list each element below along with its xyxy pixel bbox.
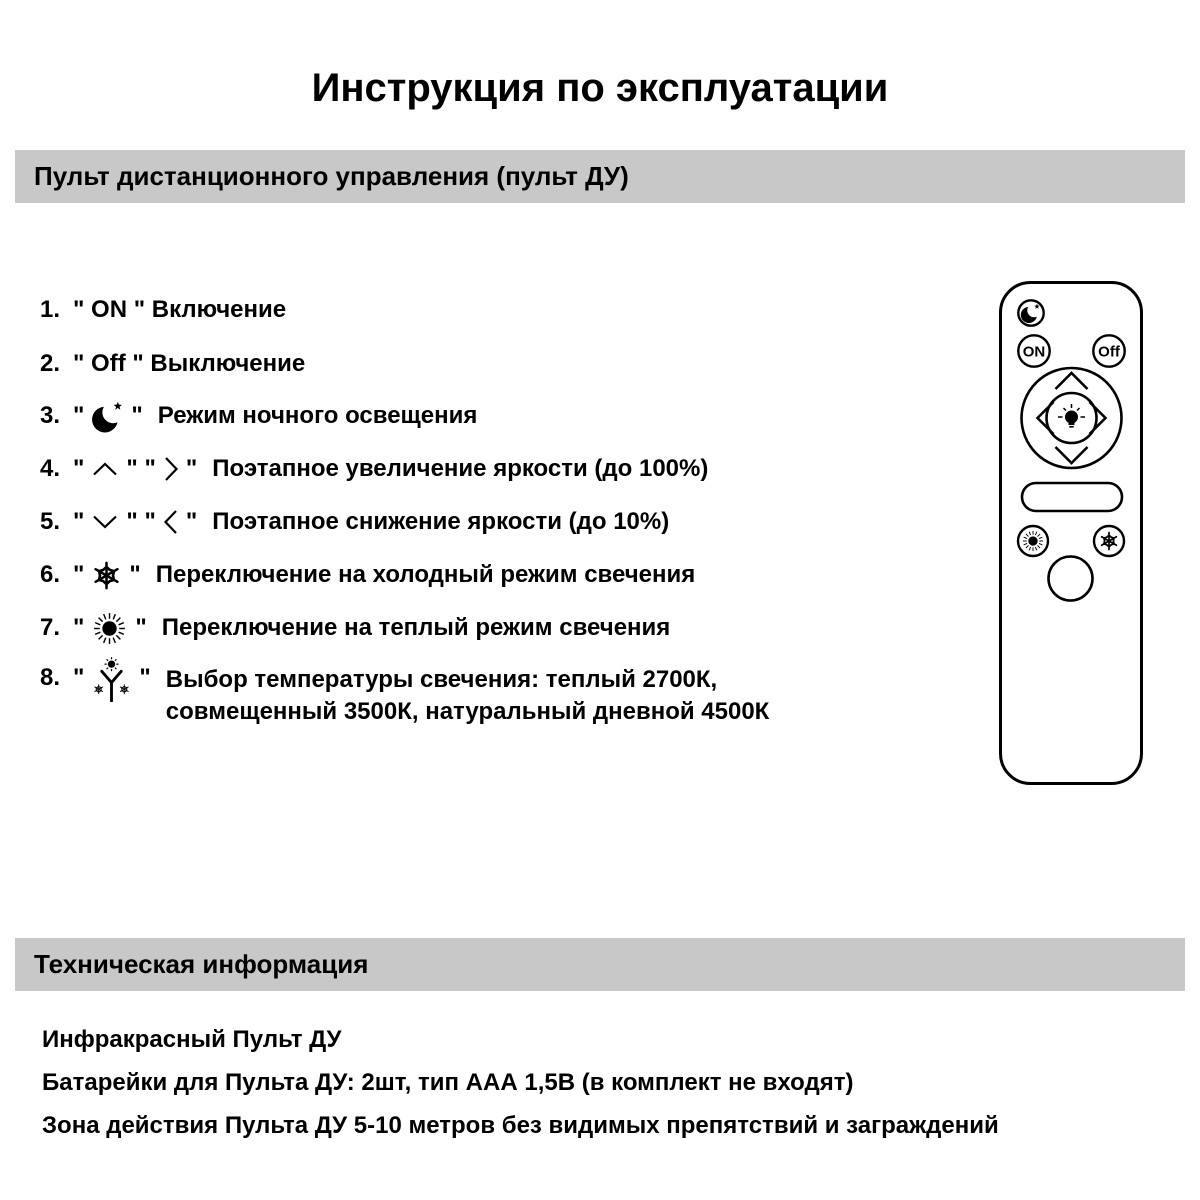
quote-mark: " " xyxy=(126,508,156,535)
list-item-number: 8. xyxy=(40,664,61,691)
tech-info-line: Батарейки для Пульта ДУ: 2шт, тип ААА 1,5В (в комплект не входят) xyxy=(42,1069,854,1096)
list-item-number: 6. xyxy=(40,561,61,588)
list-item-number: 4. xyxy=(40,455,61,482)
quote-mark: " xyxy=(185,455,198,482)
list-item-text-line1: Выбор температуры свечения: теплый 2700К, xyxy=(165,666,718,693)
list-item-3 xyxy=(40,394,477,438)
quote-mark: " xyxy=(73,508,85,535)
quote-mark: " xyxy=(139,664,151,691)
list-item-6 xyxy=(40,553,695,597)
list-item-number: 7. xyxy=(40,614,61,641)
list-item-number: 1. xyxy=(40,296,61,323)
sun-icon xyxy=(1023,531,1043,551)
page-title: Инструкция по эксплуатации xyxy=(311,66,889,110)
list-item-text: Поэтапное увеличение яркости (до 100%) xyxy=(212,455,709,482)
list-item-text: Поэтапное снижение яркости (до 10%) xyxy=(212,508,670,535)
snowflake-icon xyxy=(91,560,122,591)
quote-mark: " xyxy=(185,508,198,535)
list-item-7 xyxy=(40,606,670,650)
list-item-5 xyxy=(40,500,669,544)
quote-mark: " " xyxy=(126,455,156,482)
list-item-number: 3. xyxy=(40,402,61,429)
list-item-2 xyxy=(40,342,305,386)
list-item-text xyxy=(166,664,770,728)
remote-off-label: Off xyxy=(1098,343,1120,361)
quote-mark: " xyxy=(73,561,85,588)
quote-mark: " xyxy=(73,664,85,691)
section-header-remote xyxy=(15,150,1185,203)
remote-illustration xyxy=(999,281,1143,785)
quote-mark: " xyxy=(131,402,143,429)
list-item-text: Переключение на теплый режим свечения xyxy=(161,614,671,641)
list-item-text: Переключение на холодный режим свечения xyxy=(155,561,696,588)
quote-mark: " xyxy=(129,561,141,588)
tech-info-line: Инфракрасный Пульт ДУ xyxy=(42,1026,342,1053)
quote-mark: " xyxy=(73,455,85,482)
list-item-text: " ON " Включение xyxy=(73,296,287,323)
chevron-up-icon xyxy=(91,461,119,477)
color-temperature-icon xyxy=(91,657,132,702)
chevron-left-icon xyxy=(163,507,179,537)
sun-icon xyxy=(91,610,128,647)
list-item-text: Режим ночного освещения xyxy=(157,402,478,429)
remote-on-label: ON xyxy=(1022,343,1046,361)
quote-mark: " xyxy=(73,614,85,641)
list-item-1 xyxy=(40,288,286,332)
section-header-tech xyxy=(15,938,1185,991)
moon-icon xyxy=(91,399,124,434)
section-header-remote-label: Пульт дистанционного управления (пульт ДУ) xyxy=(34,161,629,191)
list-item-number: 5. xyxy=(40,508,61,535)
list-item-number: 2. xyxy=(40,350,61,377)
chevron-right-icon xyxy=(163,454,179,484)
list-item-8 xyxy=(40,659,769,728)
list-item-text: " Off " Выключение xyxy=(73,350,306,377)
list-item-4 xyxy=(40,447,708,491)
section-header-tech-label: Техническая информация xyxy=(34,949,369,979)
quote-mark: " xyxy=(135,614,147,641)
tech-info-line: Зона действия Пульта ДУ 5-10 метров без видимых препятствий и заграждений xyxy=(42,1112,999,1139)
list-item-text-line2: совмещенный 3500К, натуральный дневной 4500К xyxy=(165,698,770,725)
chevron-down-icon xyxy=(91,514,119,530)
quote-mark: " xyxy=(73,402,85,429)
